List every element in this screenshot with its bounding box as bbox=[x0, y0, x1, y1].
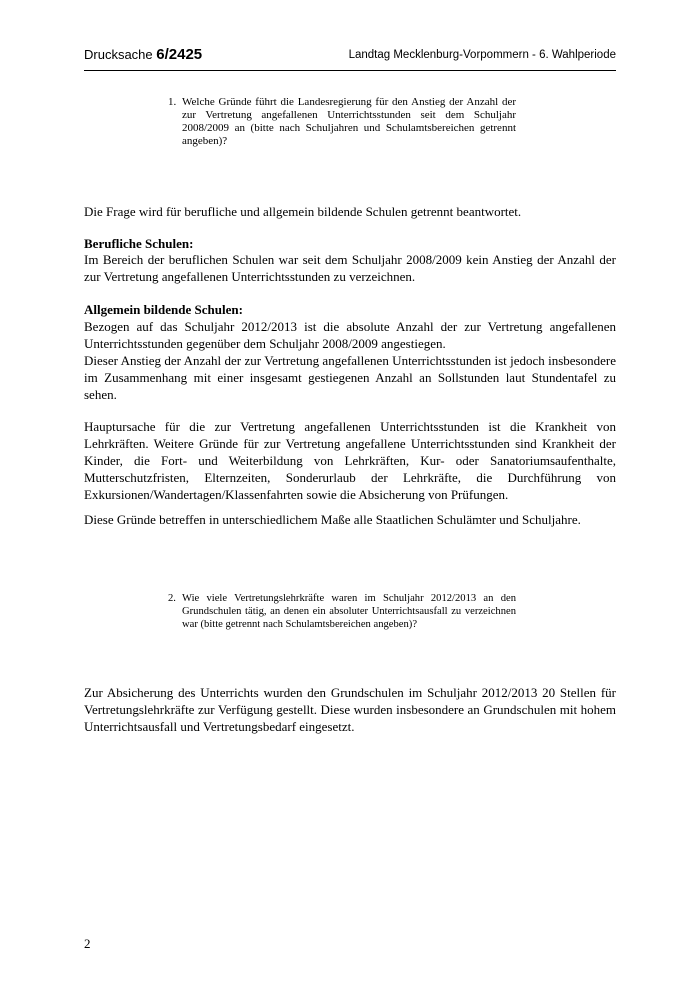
paragraph-reasons: Hauptursache für die zur Vertretung angefallenen Unterrichtsstunden ist die Krankheit von Lehrkräften. Weitere Gründe für zur Vertretung angefallene Unterrichtsstunden sind Krankheit der Kinder, die Fort- und Weiterbildung von Lehrkräften, Kur- oder Sanatoriumsaufenthalte, Mutterschutzfristen, Elternzeiten, Sonderurlaub der Lehrkräfte, die Durchführung von Exkursionen/Wandertagen/Klassenfahrten sowie die Absicherung von Prüfungen. bbox=[84, 419, 616, 502]
paragraph-allgemein-1: Bezogen auf das Schuljahr 2012/2013 ist die absolute Anzahl der zur Vertretung angefallenen Unterrichtsstunden gegenüber dem Schuljahr 2008/2009 angestiegen. bbox=[84, 319, 616, 351]
answer-intro: Die Frage wird für berufliche und allgemein bildende Schulen getrennt beantwortet. bbox=[84, 204, 522, 219]
heading-allgemein-bildende-schulen: Allgemein bildende Schulen: bbox=[84, 302, 243, 317]
page-number: 2 bbox=[84, 936, 91, 951]
document-number bbox=[84, 46, 202, 63]
paragraph-berufliche-schulen: Im Bereich der beruflichen Schulen war seit dem Schuljahr 2008/2009 kein Anstieg der Anzahl der zur Vertretung angefallenen Unterrichtsstunden zu verzeichnen. bbox=[84, 252, 616, 284]
parliament-title: Landtag Mecklenburg-Vorpommern - 6. Wahlperiode bbox=[348, 49, 616, 61]
question-1 bbox=[168, 96, 516, 148]
page-header bbox=[84, 40, 616, 71]
heading-berufliche-schulen: Berufliche Schulen: bbox=[84, 236, 194, 251]
paragraph-allgemein-2: Dieser Anstieg der Anzahl der zur Vertretung angefallenen Unterrichtsstunden ist jedoch insbesondere im Zusammenhang mit einer insgesamt gestiegenen Anzahl an Sollstunden laut Stundentafel zu sehen. bbox=[84, 353, 616, 402]
question-text: Wie viele Vertretungslehrkräfte waren im Schuljahr 2012/2013 an den Grundschulen tätig, an denen ein absoluter Unterrichtsausfall zu verzeichnen war (bitte getrennt nach Schulamtsbereichen angeben)? bbox=[182, 593, 516, 630]
question-number: 2. bbox=[168, 593, 176, 604]
document-number-value: 6/2425 bbox=[156, 46, 203, 63]
question-2 bbox=[168, 592, 516, 631]
paragraph-closing: Diese Gründe betreffen in unterschiedlichem Maße alle Staatlichen Schulämter und Schuljahre. bbox=[84, 512, 581, 527]
question-number: 1. bbox=[168, 96, 177, 108]
answer-2-paragraph: Zur Absicherung des Unterrichts wurden den Grundschulen im Schuljahr 2012/2013 20 Stellen für Vertretungslehrkräfte zur Verfügung gestellt. Diese wurden insbesondere an Grundschulen mit hohem Unterrichtsausfall und Vertretungsbedarf eingesetzt. bbox=[84, 685, 616, 734]
question-text: Welche Gründe führt die Landesregierung für den Anstieg der Anzahl der zur Vertretung angefallenen Unterrichtsstunden seit dem Schuljahr 2008/2009 an (bitte nach Schuljahren und Schulamtsbereichen getrennt angeben)? bbox=[182, 96, 516, 147]
document-label: Drucksache bbox=[84, 47, 153, 62]
